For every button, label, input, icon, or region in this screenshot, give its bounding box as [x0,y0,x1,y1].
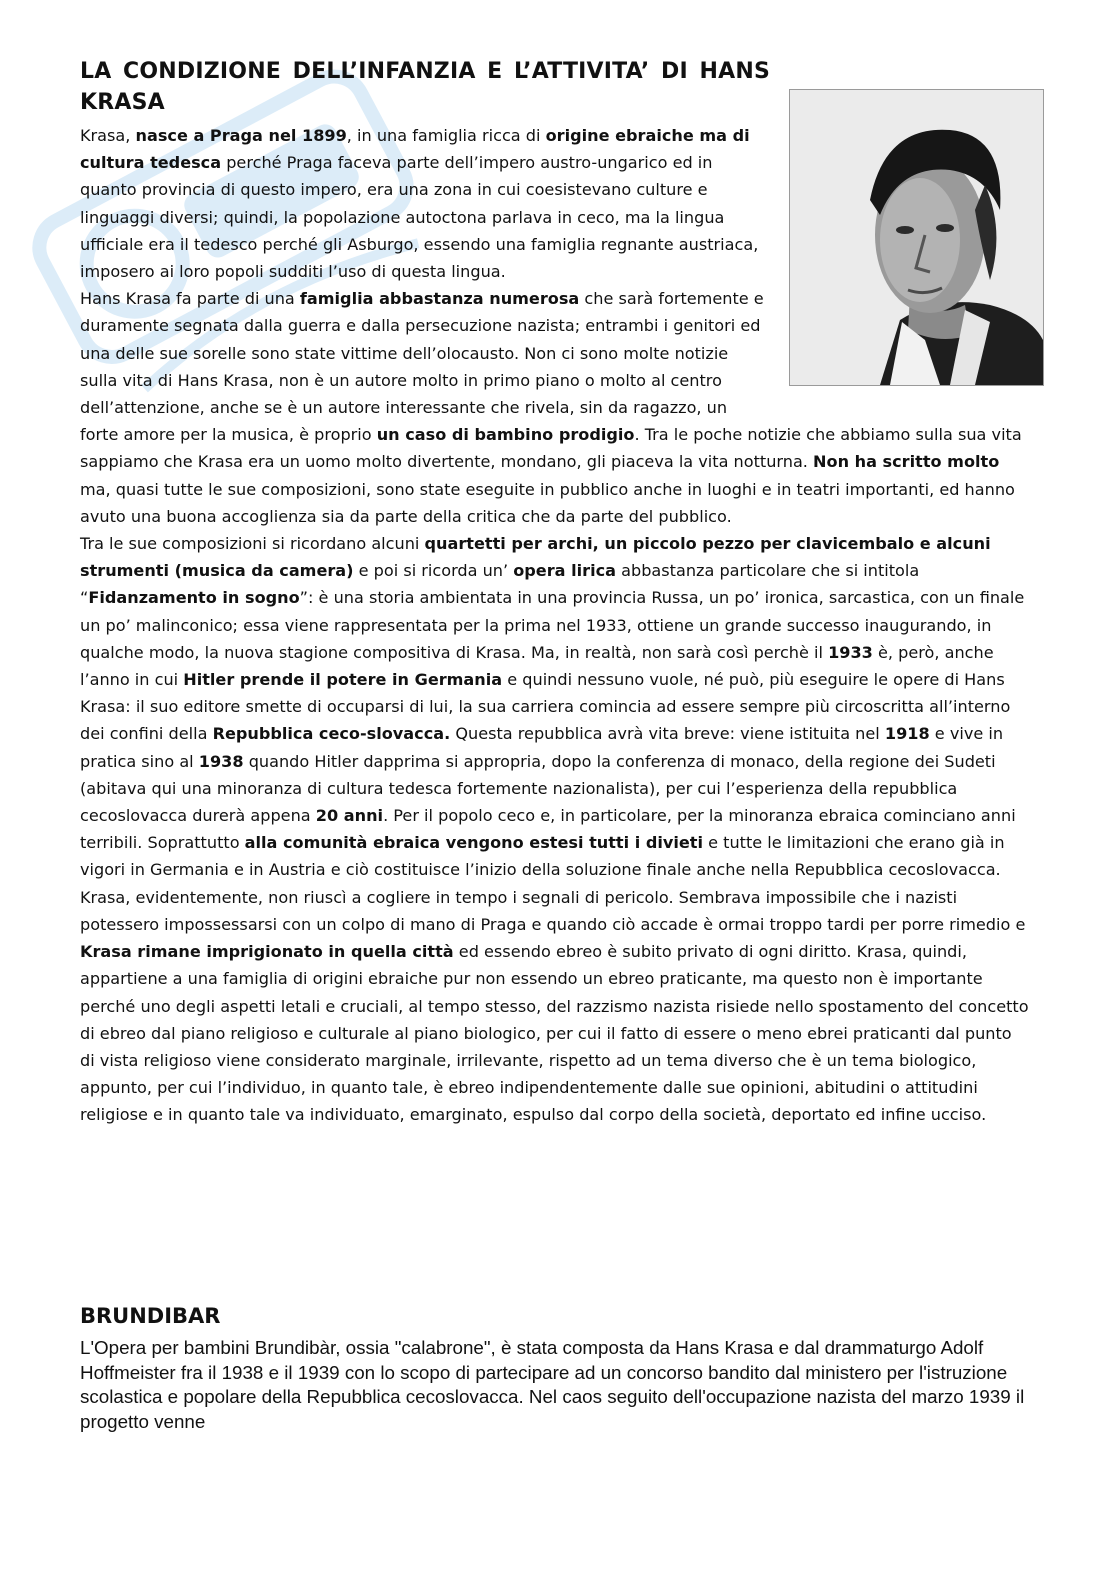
bold-run: un caso di bambino prodigio [376,425,635,445]
text-run: che sarà fortemente e duramente segnata dalla guerra e dalla persecuzione nazista; entrambi i genitori ed una delle sue sorelle sono state vittime dell’olocausto. Non ci sono molte notizie sulla vita di Hans Krasa, non è un autore molto in primo piano o molto al centro dell’attenzione, anche se è un autore interessante che rivela, sin da ragazzo, un forte amore per la musica, è proprio [80,289,764,445]
text-run: abbastanza particolare che si intitola “ [80,561,920,608]
paragraph-3 [80,530,1030,1128]
bold-run: Krasa rimane imprigionato in quella città [80,942,454,962]
bold-run: origine ebraiche ma di cultura tedesca [80,126,750,173]
bold-run: Non ha scritto molto [813,452,1000,472]
bold-run: 1933 [828,642,873,662]
bold-run: Hitler prende il potere in Germania [183,670,503,690]
bold-run: 20 anni [315,806,384,826]
text-run: quando Hitler dapprima si appropria, dopo la conferenza di monaco, della regione dei Sudeti (abitava qui una minoranza di cultura tedesca fortemente nazionalista), per cui l’esperienza della repubblica cecoslovacca durerà appena [80,751,996,826]
text-run: , in una famiglia ricca di [346,126,546,145]
bold-run: opera lirica [513,561,617,581]
bold-run: 1938 [198,751,244,771]
bold-run: 1918 [884,724,930,744]
text-run: e vive in pratica sino al [80,724,1004,771]
photo-spacer [768,122,1030,408]
text-run: . Per il popolo ceco e, in particolare, per la minoranza ebraica cominciano anni terribili. Soprattutto [80,806,1016,853]
text-run: e tutte le limitazioni che erano già in vigori in Germania e in Austria e ciò costituisce l’inizio della soluzione finale anche nella Repubblica cecoslovacca. Krasa, evidentemente, non riuscì a cogliere in tempo i segnali di pericolo. Sembrava impossibile che i nazisti potessero impossessarsi con un colpo di mano di Praga e quando ciò accade è ormai troppo tardi per porre rimedio e [80,833,1026,934]
text-run: e poi si ricorda un’ [353,561,514,581]
text-run: ed essendo ebreo è subito privato di ogni diritto. Krasa, quindi, appartiene a una famiglia di origini ebraiche pur non essendo un ebreo praticante, ma questo non è importante perché uno degli aspetti letali e cruciali, al tempo stesso, del razzismo nazista risiede nello spostamento del concetto di ebreo dal piano religioso e culturale al piano biologico, per cui il fatto di essere o meno ebrei praticanti dal punto di vista religioso viene considerato marginale, irrilevante, rispetto ad un tema diverso che è un tema biologico, appunto, per cui l’individuo, in quanto tale, è ebreo indipendentemente dalle sue opinioni, abitudini o attitudini religiose e in quanto tale va individuato, emarginato, espulso dal corpo della società, deportato ed infine ucciso. [80,942,1029,1125]
brundibar-section [80,1336,1030,1434]
text-run: Krasa, [80,126,136,145]
text-run: è, però, anche l’anno in cui [80,642,994,690]
bold-run: Fidanzamento in sogno [88,588,300,608]
bold-run: nasce a Praga nel 1899 [135,126,347,145]
text-run: ”: è una storia ambientata in una provincia Russa, un po’ ironica, sarcastica, con un finale un po’ malinconico; essa viene rappresentata per la prima nel 1933, ottiene un grande successo inaugurando, in qualche modo, la nuova stagione compositiva di Krasa. Ma, in realtà, non sarà così perchè il [80,588,1025,662]
brundibar-paragraph: L'Opera per bambini Brundibàr, ossia "calabrone", è stata composta da Hans Krasa e dal drammaturgo Adolf Hoffmeister fra il 1938 e il 1939 con lo scopo di partecipare ad un concorso bandito dal ministero per l'istruzione scolastica e popolare della Repubblica cecoslovacca. Nel caos seguito dell'occupazione nazista del marzo 1939 il progetto venne [80,1337,1025,1432]
text-run: e quindi nessuno vuole, né può, più eseguire le opere di Hans Krasa: il suo editore smette di occuparsi di lui, la sua carriera comincia ad essere sempre più circoscritta all’interno dei confini della [80,670,1011,744]
bold-run: alla comunità ebraica vengono estesi tutti i divieti [244,833,704,853]
text-run: . Tra le poche notizie che abbiamo sulla sua vita sappiamo che Krasa era un uomo molto divertente, mondano, gli piaceva la vita notturna. [80,425,1022,472]
text-run: ma, quasi tutte le sue composizioni, sono state eseguite in pubblico anche in luoghi e in teatri importanti, ed hanno avuto una buona accoglienza sia da parte della critica che da parte del pubblico. [80,479,1015,526]
bold-run: Repubblica ceco-slovacca. [212,724,451,744]
bold-run: quartetti per archi, un piccolo pezzo per clavicembalo e alcuni strumenti (musica da camera) [80,534,991,581]
bold-run: famiglia abbastanza numerosa [299,289,580,309]
page-title: LA CONDIZIONE DELL’INFANZIA E L’ATTIVITA’ DI HANS KRASA [80,59,770,115]
text-run: Hans Krasa fa parte di una [80,289,300,309]
text-run: Questa repubblica avrà vita breve: viene istituita nel [450,724,885,744]
text-run: perché Praga faceva parte dell’impero austro-ungarico ed in quanto provincia di questo impero, era una zona in cui coesistevano culture e linguaggi diversi; quindi, la popolazione autoctona parlava in ceco, ma la lingua ufficiale era il tedesco perché gli Asburgo, essendo una famiglia regnante austriaca, imposero ai loro popoli sudditi l’uso di questa lingua. [80,153,759,282]
section-heading-brundibar: BRUNDIBAR [80,1304,221,1328]
article-body [80,122,1030,1129]
text-run: Tra le sue composizioni si ricordano alcuni [80,534,425,554]
